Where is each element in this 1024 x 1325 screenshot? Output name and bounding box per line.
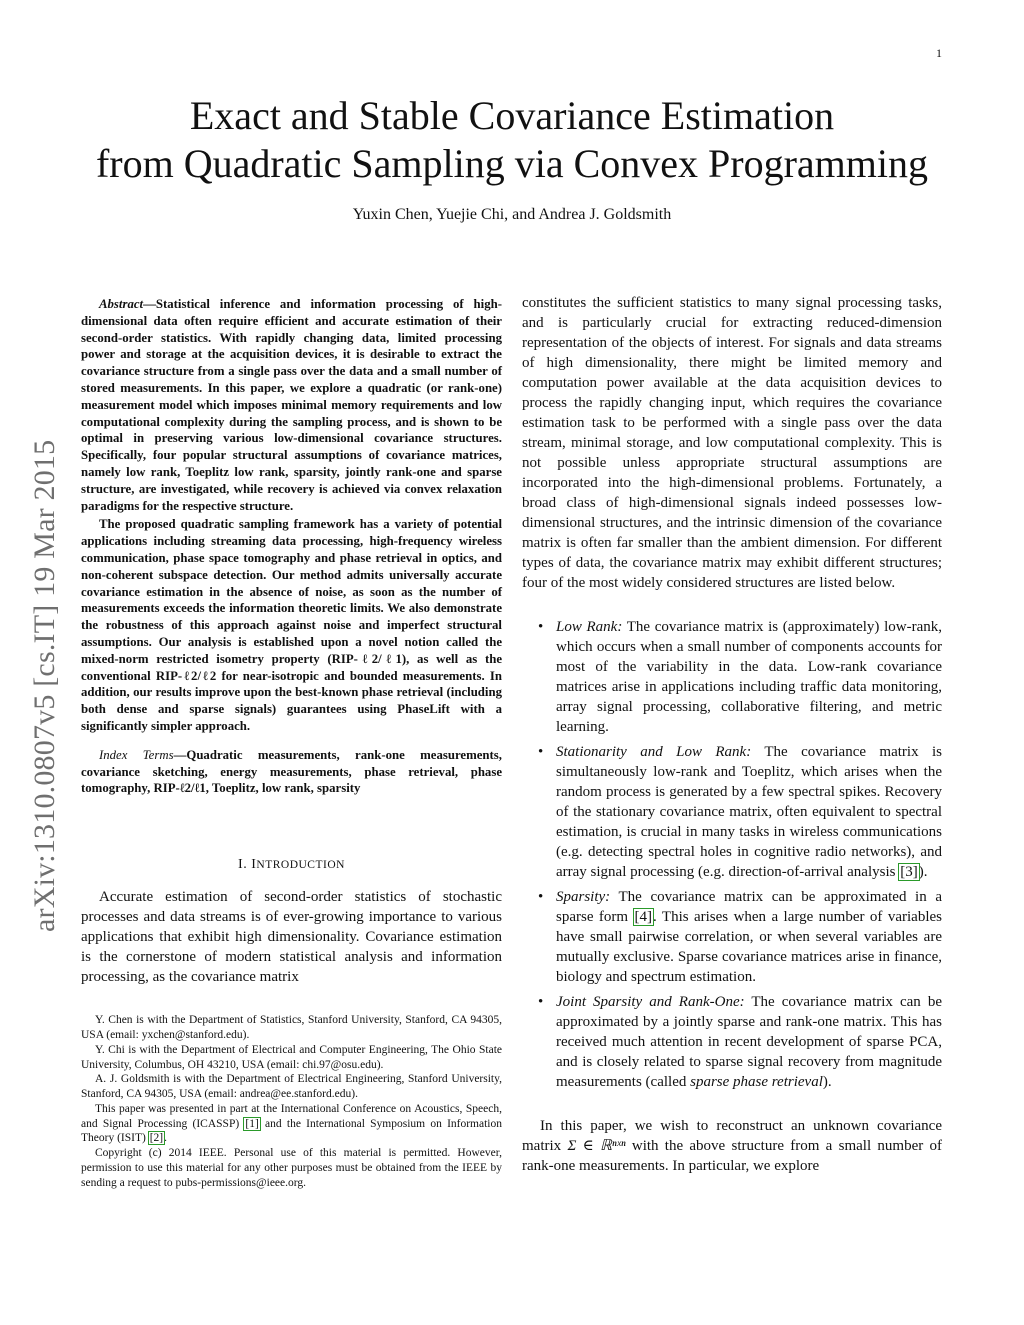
abstract-label: Abstract [99, 297, 144, 311]
list-text-end: ). [822, 1074, 832, 1090]
footnote-conference-text-2: and the International Symposium on Information Theory (ISIT) [81, 1117, 502, 1145]
list-italic: sparse phase retrieval [690, 1074, 823, 1090]
page-number: 1 [936, 46, 942, 60]
section-numeral: I. [238, 857, 252, 873]
title-line-1: Exact and Stable Covariance Estimation [189, 93, 835, 138]
closing-text-2: with the above structure from a small number of rank-one measurements. In particular, we explore [522, 1138, 942, 1174]
list-text-end: ). [918, 864, 928, 880]
right-column [522, 293, 942, 1176]
matrix-math: Σ ∈ ℝⁿˣⁿ [567, 1138, 626, 1154]
footnote-conference-text-1: This paper was presented in part at the International Conference on Acoustics, Speech, and Signal Processing (ICASSP) [81, 1102, 502, 1130]
list-text: The covariance matrix is simultaneously low-rank and Toeplitz, which arises when the random process is generated by a few spectral spikes. Recovery of the stationary covariance matrix, often equivalent to spectral estimation, is crucial in many tasks in wireless communications (e.g. detecting spectral holes in cognitive radio networks), and array signal processing (e.g. direction-of-arrival analysis [556, 744, 942, 880]
closing-paragraph [522, 1116, 942, 1176]
footnote-conference [81, 1102, 502, 1146]
footnote-conference-text-3: . [164, 1132, 167, 1145]
reference-link-2[interactable]: [2] [149, 1132, 164, 1145]
arxiv-stamp: arXiv:1310.0807v5 [cs.IT] 19 Mar 2015 [28, 439, 61, 932]
list-term: Sparsity: [556, 889, 611, 905]
footnote-chi: Y. Chi is with the Department of Electrical and Computer Engineering, The Ohio State University, Columbus, OH 43210, USA (email: chi.97@osu.edu). [81, 1043, 502, 1071]
list-term: Joint Sparsity and Rank-One: [556, 994, 745, 1010]
section-title-rest: NTRODUCTION [256, 859, 345, 872]
list-text: The covariance matrix can be approximated by a jointly sparse and rank-one matrix. This has received much attention in recent development of sparse PCA, and is closely related to sparse signal recovery from magnitude measurements (called [556, 994, 942, 1090]
index-terms-label: Index Terms [99, 747, 174, 762]
reference-link-4[interactable]: [4] [634, 909, 652, 925]
list-text: The covariance matrix can be approximated in a sparse form [556, 889, 942, 925]
structure-list [522, 617, 942, 1092]
footnotes [81, 1013, 502, 1191]
bullet-icon: • [538, 619, 544, 635]
footnote-chen: Y. Chen is with the Department of Statistics, Stanford University, Stanford, CA 94305, USA (email: yxchen@stanford.edu). [81, 1014, 502, 1041]
list-term: Stationarity and Low Rank: [556, 744, 752, 760]
list-item-joint-sparsity [522, 992, 942, 1092]
section-initial: I [251, 857, 257, 873]
list-text-end: . This arises when a large number of variables have small pairwise correlation, or when several variables are mutually exclusive. Sparse covariance matrices arise in finance, biology and spectrum estimation. [556, 909, 942, 985]
bullet-icon: • [538, 889, 544, 905]
bullet-icon: • [538, 994, 544, 1010]
introduction-continuation: constitutes the sufficient statistics to many signal processing tasks, and is particularly crucial for extracting reduced-dimension representation of the objects of interest. For signals and data streams of high dimensionality, there might be limited memory and computation power available at the data acquisition devices to process the rapidly changing input, which requires the covariance estimation task to be performed with a single pass over the data stream, minimal storage, and low computational complexity. This is not possible unless appropriate structural assumptions are incorporated into the high-dimensional problems. Fortunately, a broad class of high-dimensional signals indeed possesses low-dimensional structures, and the intrinsic dimension of the covariance matrix is often far smaller than the ambient dimension. For different types of data, the covariance matrix may exhibit different structures; four of the most widely considered structures are listed below. [522, 295, 942, 591]
footnote-copyright: Copyright (c) 2014 IEEE. Personal use of this material is permitted. However, permission to use this material for any other purposes must be obtained from the IEEE by sending a request to pubs-permissions@ieee.org. [81, 1147, 502, 1189]
reference-link-3[interactable]: [3] [900, 864, 918, 880]
list-term: Low Rank: [556, 619, 623, 635]
list-item-low-rank [522, 617, 942, 737]
abstract-paragraph-1 [81, 296, 502, 514]
authors: Yuxin Chen, Yuejie Chi, and Andrea J. Goldsmith [352, 206, 672, 223]
list-item-sparsity [522, 887, 942, 987]
list-text: The covariance matrix is (approximately) low-rank, which occurs when a small number of components accounts for most of the variability in the data. Low-rank covariance matrices arise in applications including traffic data monitoring, array signal processing, collaborative filtering, and metric learning. [556, 619, 942, 735]
title-line-2: from Quadratic Sampling via Convex Programming [95, 141, 929, 186]
abstract-text-1: —Statistical inference and information processing of high-dimensional data often require efficient and accurate estimation of their second-order statistics. With rapidly changing data, limited processing power and storage at the acquisition devices, it is desirable to extract the covariance structure from a single pass over the data and a small number of stored measurements. In this paper, we explore a quadratic (or rank-one) measurement model which imposes minimal memory requirements and low computational complexity during the sampling process, and is shown to be optimal in preserving various low-dimensional covariance structures. Specifically, four popular structural assumptions of covariance matrices, namely low rank, Toeplitz low rank, sparsity, jointly rank-one and sparse structure, are investigated, while recovery is achieved via convex relaxation paradigms for the respective structure. [81, 297, 502, 513]
index-terms-text: —Quadratic measurements, rank-one measurements, covariance sketching, energy measurements, phase retrieval, phase tomography, RIP-ℓ2/ℓ1, Toeplitz, low rank, sparsity [81, 747, 502, 796]
left-column [81, 296, 502, 1191]
abstract-paragraph-2: The proposed quadratic sampling framework has a variety of potential applications including streaming data processing, high-frequency wireless communication, phase space tomography and phase retrieval in optics, and non-coherent subspace detection. Our method admits universally accurate covariance estimation in the absence of noise, as soon as the number of measurements exceeds the information theoretic limits. We also demonstrate the robustness of this approach against noise and imperfect structural assumptions. Our analysis is established upon a novel notion called the mixed-norm restricted isometry property (RIP-ℓ2/ℓ1), as well as the conventional RIP-ℓ2/ℓ2 for near-isotropic and bounded measurements. In addition, our results improve upon the best-known phase retrieval (including both dense and sparse signals) guarantees using PhaseLift with a significantly simpler approach. [81, 517, 502, 733]
index-terms [81, 747, 502, 797]
reference-link-1[interactable]: [1] [245, 1117, 259, 1130]
closing-text-1: In this paper, we wish to reconstruct an unknown covariance matrix [522, 1118, 942, 1154]
introduction-paragraph: Accurate estimation of second-order statistics of stochastic processes and data streams is of ever-growing importance to various applications that exhibit high dimensionality. Covariance estimation is the cornerstone of modern statistical analysis and information processing, as the covariance matrix [81, 889, 502, 986]
bullet-icon: • [538, 744, 544, 760]
footnote-goldsmith: A. J. Goldsmith is with the Department of Electrical Engineering, Stanford University, Stanford, CA 94305, USA (email: andrea@ee.stanford.edu). [81, 1073, 502, 1101]
list-item-stationarity [522, 742, 942, 882]
paper-title [60, 92, 964, 188]
title-block [60, 92, 964, 224]
section-heading-introduction [81, 857, 502, 873]
